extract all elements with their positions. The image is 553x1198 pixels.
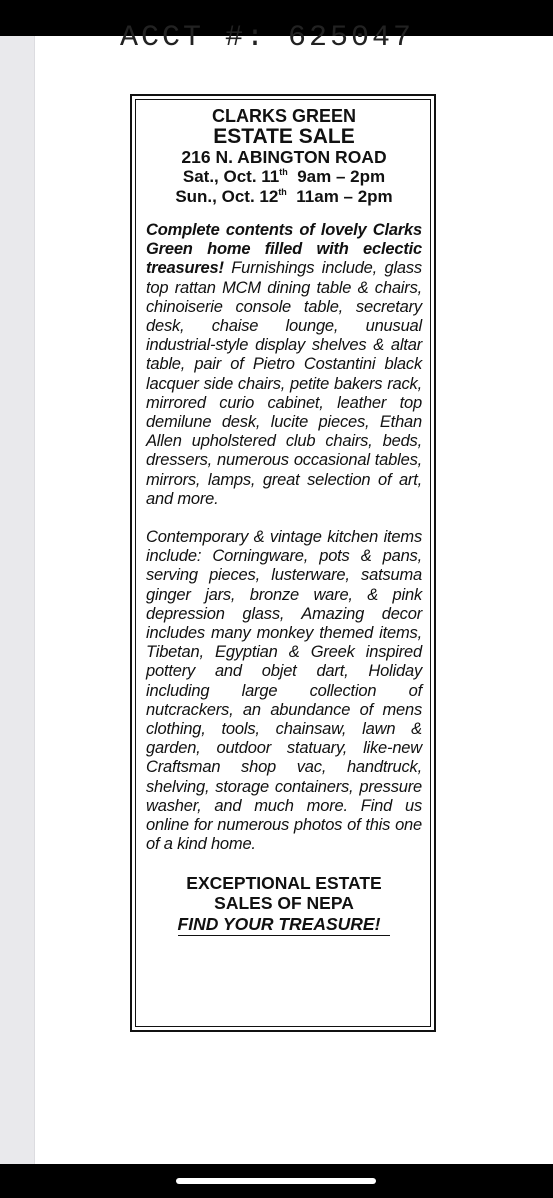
date-day: Sat., Oct. 11 bbox=[182, 167, 280, 186]
ad-paragraph-kitchen: Contemporary & vintage kitchen items include: Corningware, pots & pans, serving pieces, lusterware, satsuma ginger jars, bronze ware, & pink depression glass, Amazing decor includes many monkey themed items, Tibetan, Egyptian & Greek inspired pottery and objet dart, Holiday including large collection of nutcrackers, an abundance of mens clothing, tools, chainsaw, lawn & garden, outdoor statuary, like-new Craftsman shop vac, handtruck, shelving, storage containers, pressure washer, and much more. Find us online for numerous photos of this one of a kind home. bbox=[146, 528, 422, 854]
date-suffix: th bbox=[278, 187, 287, 197]
account-number-header: ACCT #: 625047 bbox=[120, 21, 415, 49]
ad-furnishings-list: Furnishings include, glass top rattan MCM dining table & chairs, chinoiserie console table, secretary desk, chaise lounge, unusual industrial-style display shelves & altar table, pair of Pietro Costantini black lacquer side chairs, petite bakers rack, mirrored curio cabinet, leather top demilune desk, lucite pieces, Ethan Allen upholstered club chairs, beds, dressers, numerous occasional tables, mirrors, lamps, great selection of art, and more. bbox=[146, 259, 422, 508]
footer-tagline-text: FIND YOUR TREASURE! bbox=[178, 914, 391, 936]
ad-date-saturday bbox=[146, 167, 422, 187]
estate-sale-ad bbox=[130, 94, 436, 1032]
ad-title-line2: ESTATE SALE bbox=[213, 125, 355, 148]
date-time: 11am – 2pm bbox=[296, 187, 393, 206]
home-indicator[interactable] bbox=[176, 1178, 376, 1184]
footer-company-line2: SALES OF NEPA bbox=[214, 892, 354, 913]
bottom-bar bbox=[0, 1164, 553, 1198]
date-time: 9am – 2pm bbox=[297, 167, 386, 186]
ad-title-line1: CLARKS GREEN bbox=[211, 106, 356, 126]
ad-date-sunday bbox=[146, 187, 422, 207]
footer-tagline bbox=[146, 913, 422, 935]
ad-content bbox=[135, 99, 431, 1027]
ad-footer bbox=[146, 873, 422, 935]
ad-paragraph-furnishings bbox=[146, 221, 422, 509]
date-suffix: th bbox=[279, 167, 288, 177]
footer-company-line1: EXCEPTIONAL ESTATE bbox=[186, 872, 382, 893]
page-left-edge bbox=[0, 36, 35, 1164]
date-day: Sun., Oct. 12 bbox=[175, 187, 279, 206]
ad-address: 216 N. ABINGTON ROAD bbox=[181, 147, 387, 167]
newspaper-page bbox=[0, 21, 553, 1164]
ad-lead-text: Complete contents of lovely Clarks Green home filled with eclectic treasures! bbox=[146, 221, 422, 278]
